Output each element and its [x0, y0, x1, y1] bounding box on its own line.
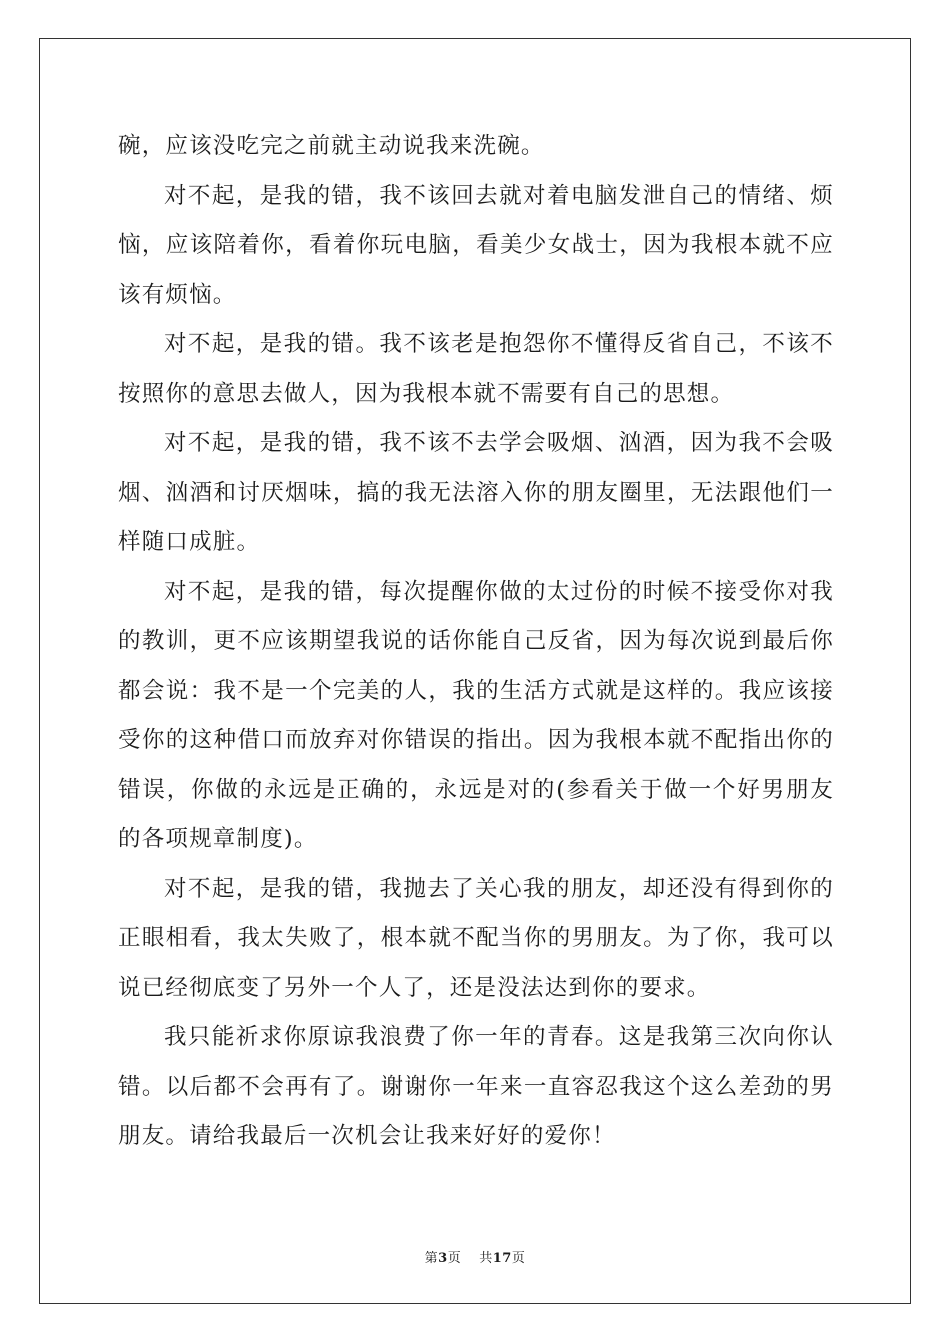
paragraph-5: 对不起，是我的错，每次提醒你做的太过份的时候不接受你对我的教训，更不应该期望我说的话你能自己反省，因为每次说到最后你都会说：我不是一个完美的人，我的生活方式就是这样的。我应该接受你的这种借口而放弃对你错误的指出。因为我根本就不配指出你的错误，你做的永远是正确的，永远是对的(参看关于做一个好男朋友的各项规章制度)。: [118, 578, 834, 852]
paragraph-2: 对不起，是我的错，我不该回去就对着电脑发泄自己的情绪、烦恼，应该陪着你，看着你玩电脑，看美少女战士，因为我根本就不应该有烦恼。: [118, 182, 834, 308]
total-prefix: 共: [479, 1251, 493, 1266]
paragraph-7: 我只能祈求你原谅我浪费了你一年的青春。这是我第三次向你认错。以后都不会再有了。谢谢你一年来一直容忍我这个这么差劲的男朋友。请给我最后一次机会让我来好好的爱你！: [118, 1024, 834, 1149]
total-page-count: 17: [492, 1251, 512, 1266]
total-suffix: 页: [511, 1251, 526, 1266]
page-suffix: 页: [447, 1251, 462, 1266]
paragraph-4: 对不起，是我的错，我不该不去学会吸烟、汹酒，因为我不会吸烟、汹酒和讨厌烟味，搞的我无法溶入你的朋友圈里，无法跟他们一样随口成脏。: [118, 430, 834, 555]
current-page-number: 3: [438, 1251, 448, 1266]
paragraph-1: 碗，应该没吃完之前就主动说我来洗碗。: [118, 133, 545, 159]
page-footer: [0, 1247, 950, 1266]
page-prefix: 第: [424, 1251, 439, 1266]
paragraph-3: 对不起，是我的错。我不该老是抱怨你不懂得反省自己，不该不按照你的意思去做人，因为我根本就不需要有自己的思想。: [118, 331, 834, 407]
paragraph-6: 对不起，是我的错，我抛去了关心我的朋友，却还没有得到你的正眼相看，我太失败了，根本就不配当你的男朋友。为了你，我可以说已经彻底变了另外一个人了，还是没法达到你的要求。: [118, 875, 834, 1001]
document-body: [118, 122, 834, 1162]
